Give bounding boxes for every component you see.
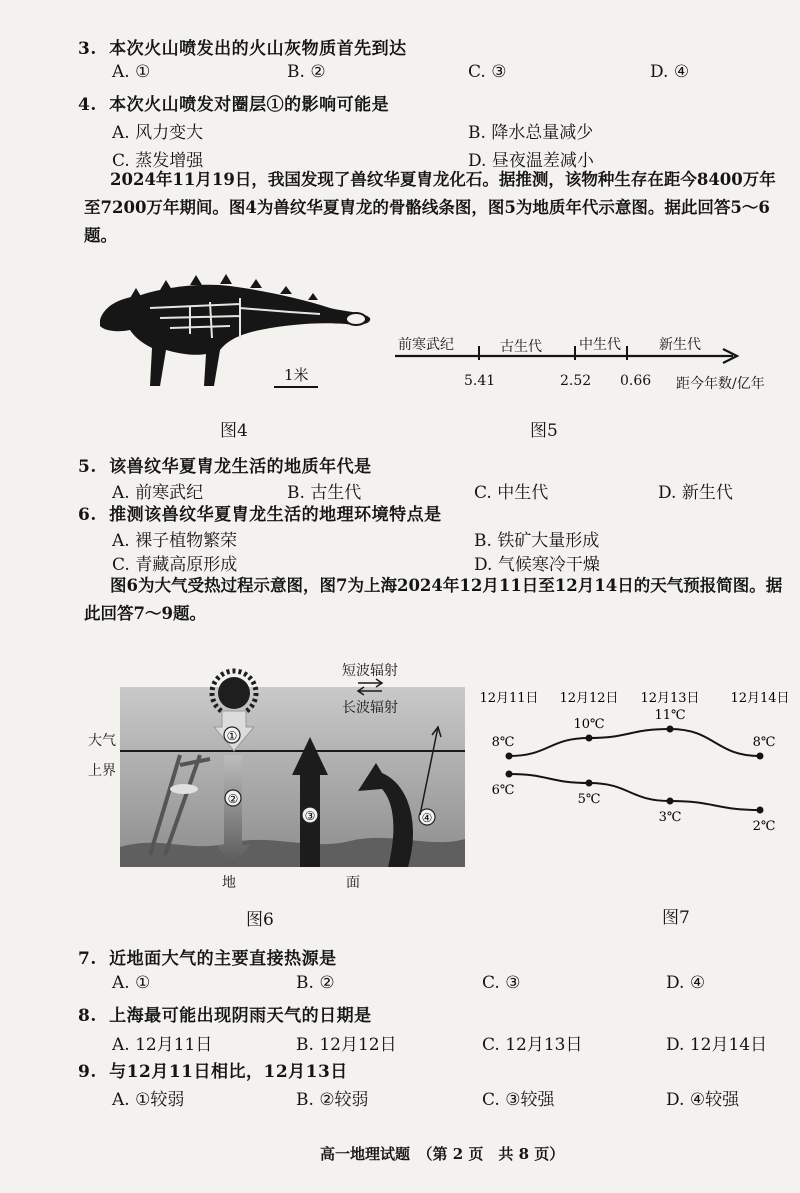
atmosphere-top-label-1: 大气	[88, 733, 116, 749]
data-point	[757, 753, 764, 760]
option-5a[interactable]: A. 前寒武纪	[112, 483, 204, 503]
option-5b[interactable]: B. 古生代	[287, 483, 362, 503]
option-4a[interactable]: A. 风力变大	[112, 123, 204, 143]
era-label: 新生代	[659, 337, 701, 353]
question-number: 5.	[78, 457, 97, 477]
question-8	[78, 1001, 372, 1026]
option-7b[interactable]: B. ②	[296, 973, 335, 993]
data-label: 11℃	[654, 708, 686, 723]
category-label: 12月12日	[559, 691, 619, 706]
option-4b[interactable]: B. 降水总量减少	[468, 123, 594, 143]
option-3a[interactable]: A. ①	[112, 62, 151, 82]
option-9c[interactable]: C. ③较强	[482, 1090, 555, 1110]
question-number: 4.	[78, 95, 97, 115]
option-8a[interactable]: A. 12月11日	[112, 1035, 213, 1055]
data-point	[506, 771, 513, 778]
question-number: 9.	[78, 1062, 97, 1082]
option-8d[interactable]: D. 12月14日	[666, 1035, 768, 1055]
option-5d[interactable]: D. 新生代	[658, 483, 733, 503]
option-3b[interactable]: B. ②	[287, 62, 326, 82]
data-label: 6℃	[491, 783, 515, 798]
marker-1-label: ①	[226, 729, 238, 743]
intro-paragraph-2: 图6为大气受热过程示意图，图7为上海2024年12月11日至12月14日的天气预报简图。据此回答7～9题。	[84, 576, 783, 623]
category-label: 12月14日	[730, 691, 790, 706]
option-9b[interactable]: B. ②较弱	[296, 1090, 369, 1110]
data-label: 8℃	[491, 735, 515, 750]
cloud-icon	[170, 784, 198, 794]
option-4d[interactable]: D. 昼夜温差减小	[468, 151, 594, 171]
data-label: 2℃	[752, 819, 776, 834]
question-3	[78, 34, 407, 59]
option-6a[interactable]: A. 裸子植物繁荣	[112, 531, 238, 551]
tick-label: 0.66	[620, 373, 652, 389]
atmosphere-top-label-2: 上界	[88, 763, 116, 779]
option-3c[interactable]: C. ③	[468, 62, 507, 82]
data-label: 5℃	[577, 792, 601, 807]
data-point	[506, 753, 513, 760]
data-point	[667, 726, 674, 733]
scale-label: 1米	[284, 366, 309, 384]
category-label: 12月13日	[640, 691, 700, 706]
question-9	[78, 1057, 348, 1082]
question-number: 7.	[78, 949, 97, 969]
question-text: 本次火山喷发出的火山灰物质首先到达	[109, 39, 407, 59]
option-6c[interactable]: C. 青藏高原形成	[112, 555, 238, 575]
question-text: 近地面大气的主要直接热源是	[109, 949, 337, 969]
figure-5-caption: 图5	[530, 421, 558, 441]
marker-3-label: ③	[304, 809, 316, 823]
data-label: 3℃	[658, 810, 682, 825]
option-8c[interactable]: C. 12月13日	[482, 1035, 583, 1055]
option-5c[interactable]: C. 中生代	[474, 483, 549, 503]
era-label: 中生代	[579, 337, 621, 353]
tick-label: 5.41	[464, 373, 496, 389]
era-label: 古生代	[500, 339, 542, 355]
option-7c[interactable]: C. ③	[482, 973, 521, 993]
data-label: 10℃	[573, 717, 605, 732]
page-footer: 高一地理试题 （第 2 页 共 8 页）	[320, 1145, 565, 1163]
question-number: 3.	[78, 39, 97, 59]
option-7d[interactable]: D. ④	[666, 973, 706, 993]
temperature-forecast-chart	[476, 682, 796, 872]
figure-4-caption: 图4	[220, 421, 248, 441]
option-6b[interactable]: B. 铁矿大量形成	[474, 531, 600, 551]
question-number: 8.	[78, 1006, 97, 1026]
option-4c[interactable]: C. 蒸发增强	[112, 151, 204, 171]
question-text: 该兽纹华夏胄龙生活的地质年代是	[109, 457, 372, 477]
series-line-high	[509, 729, 760, 756]
figure-7-caption: 图7	[662, 908, 690, 928]
tick-label: 2.52	[560, 373, 592, 389]
question-6	[78, 500, 442, 525]
question-text: 与12月11日相比，12月13日	[109, 1062, 348, 1082]
question-4	[78, 90, 389, 115]
question-5	[78, 452, 372, 477]
question-7	[78, 944, 337, 969]
question-text: 本次火山喷发对圈层①的影响可能是	[109, 95, 390, 115]
era-label: 前寒武纪	[398, 337, 454, 353]
category-label: 12月11日	[479, 691, 539, 706]
legend-short-wave: 短波辐射	[342, 663, 398, 679]
ground-label-2: 面	[346, 875, 360, 891]
intro-paragraph-1: 2024年11月19日，我国发现了兽纹华夏胄龙化石。据推测，该物种生存在距今8400万年至7200万年期间。图4为兽纹华夏胄龙的骨骼线条图，图5为地质年代示意图。据此回答5～6题。	[84, 170, 776, 245]
dinosaur-skeleton-figure	[90, 268, 390, 398]
option-7a[interactable]: A. ①	[112, 973, 151, 993]
marker-4-label: ④	[421, 811, 433, 825]
option-9a[interactable]: A. ①较弱	[112, 1090, 185, 1110]
atmospheric-heating-diagram	[120, 655, 465, 870]
dinosaur-skeleton-icon	[100, 274, 370, 386]
data-point	[586, 735, 593, 742]
figure-6-caption: 图6	[246, 910, 274, 930]
series-line-low	[509, 774, 760, 810]
axis-label: 距今年数/亿年	[676, 376, 765, 392]
question-text: 推测该兽纹华夏胄龙生活的地理环境特点是	[109, 505, 442, 525]
ground-label-1: 地	[222, 875, 236, 891]
option-3d[interactable]: D. ④	[650, 62, 690, 82]
data-point	[757, 807, 764, 814]
data-point	[667, 798, 674, 805]
scale-bar	[274, 386, 318, 388]
data-label: 8℃	[752, 735, 776, 750]
question-number: 6.	[78, 505, 97, 525]
option-9d[interactable]: D. ④较强	[666, 1090, 740, 1110]
option-6d[interactable]: D. 气候寒冷干燥	[474, 555, 600, 575]
option-8b[interactable]: B. 12月12日	[296, 1035, 397, 1055]
marker-2-label: ②	[227, 792, 239, 806]
question-text: 上海最可能出现阴雨天气的日期是	[109, 1006, 372, 1026]
legend-long-wave: 长波辐射	[342, 700, 398, 716]
data-point	[586, 780, 593, 787]
